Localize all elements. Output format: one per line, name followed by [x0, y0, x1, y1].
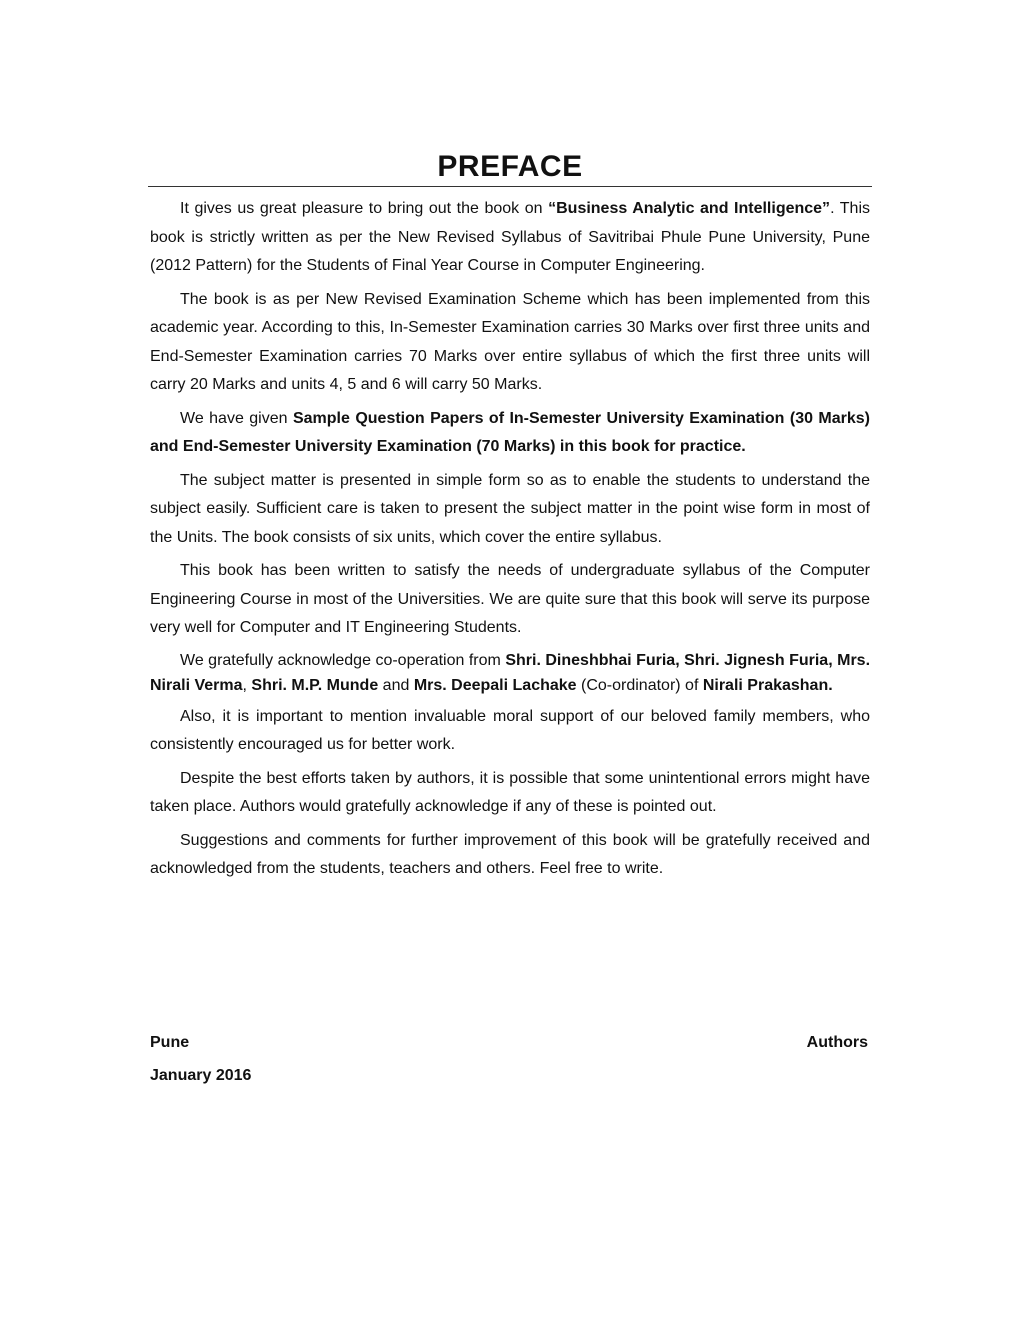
p1-book-title: “Business Analytic and Intelligence” [548, 200, 831, 217]
paragraph-8: Despite the best efforts taken by authors, it is possible that some unintentional errors might have taken place. Authors would gratefully acknowledge if any of these is pointed out. [150, 769, 870, 815]
paragraph-6 [148, 648, 872, 698]
paragraph-2: The book is as per New Revised Examination Scheme which has been implemented from this academic year. According to this, In-Semester Examination carries 30 Marks over first three units and End-Semester Examination carries 70 Marks over entire syllabus of which the first three units will carry 20 Marks and units 4, 5 and 6 will carry 50 Marks. [150, 290, 870, 393]
paragraph-1 [148, 195, 872, 281]
p6-names-3: Mrs. Deepali Lachake [413, 676, 577, 694]
paragraph-4: The subject matter is presented in simple form so as to enable the students to understand the subject easily. Sufficient care is taken to present the subject matter in the point wise form in most of the Units. The book consists of six units, which cover the entire syllabus. [150, 471, 870, 546]
paragraph-5: This book has been written to satisfy the needs of undergraduate syllabus of the Computer Engineering Course in most of the Universities. We are quite sure that this book will serve its purpose very well for Computer and IT Engineering Students. [150, 562, 870, 636]
preface-page [148, 150, 872, 889]
paragraph-3 [148, 405, 872, 462]
signature-date: January 2016 [150, 1067, 252, 1084]
signature-row [150, 1034, 868, 1052]
p6-names-1: Shri. Dineshbhai Furia, Shri. Jignesh Furia, Mrs. Nirali Verma [150, 651, 871, 694]
p6-text-a: We gratefully acknowledge co-operation from [180, 651, 506, 669]
page-title: PREFACE [437, 150, 583, 183]
title-divider [148, 186, 872, 187]
p6-text-g: (Co-ordinator) of [576, 676, 703, 694]
p6-publisher: Nirali Prakashan. [702, 676, 833, 694]
p3-sample-papers: Sample Question Papers of In-Semester University Examination (30 Marks) and End-Semester University Examination (70 Marks) in this book for practice. [150, 409, 871, 455]
p1-text-c: . This book is strictly written as per the New Revised Syllabus of Savitribai Phule Pune University, Pune (2012 Pattern) for the Students of Final Year Course in Computer Engineering. [150, 200, 871, 274]
signature-authors: Authors [806, 1034, 868, 1051]
p3-text-a: We have given [180, 409, 293, 427]
signature-date-row [150, 1067, 868, 1085]
signature-place: Pune [150, 1034, 190, 1051]
p6-text-e: and [378, 676, 414, 694]
paragraph-9: Suggestions and comments for further improvement of this book will be gratefully received and acknowledged from the students, teachers and others. Feel free to write. [150, 831, 870, 877]
p6-names-2: Shri. M.P. Munde [251, 676, 379, 694]
p1-text-a: It gives us great pleasure to bring out the book on [180, 200, 549, 217]
paragraph-7: Also, it is important to mention invaluable moral support of our beloved family members, who consistently encouraged us for better work. [150, 707, 870, 753]
p6-text-c: , [242, 676, 252, 694]
